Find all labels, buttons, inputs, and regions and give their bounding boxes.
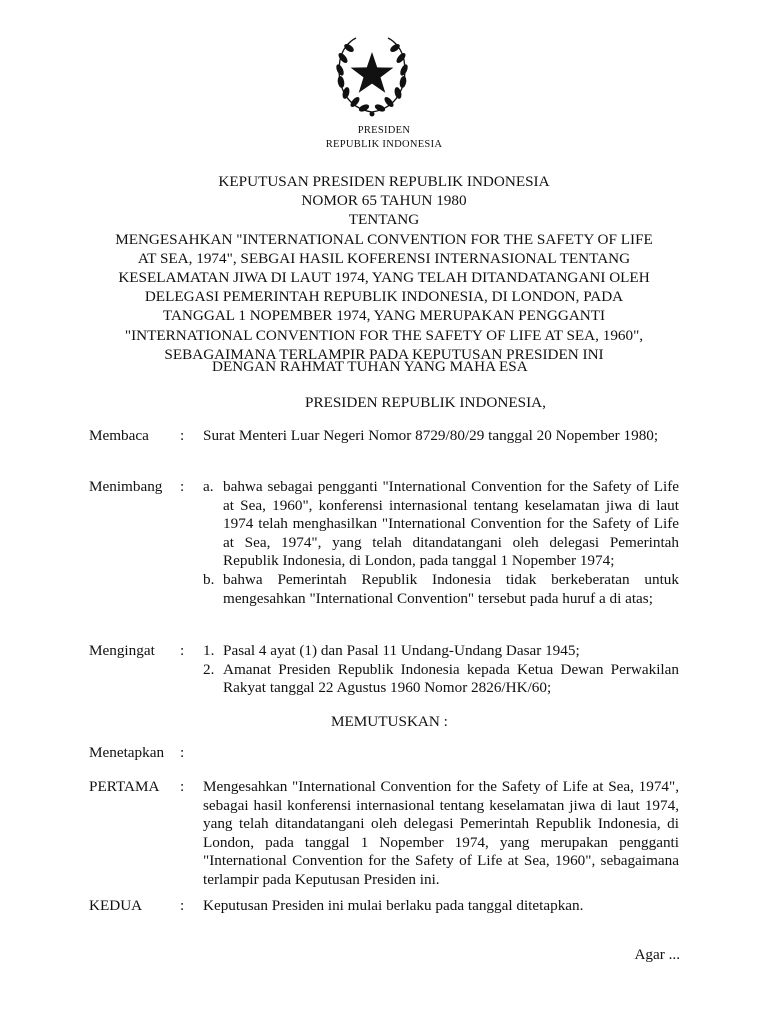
section-list	[203, 642, 679, 698]
title-line: MENGESAHKAN "INTERNATIONAL CONVENTION FOR THE SAFETY OF LIFE	[115, 230, 653, 248]
title-line: KEPUTUSAN PRESIDEN REPUBLIK INDONESIA	[218, 173, 550, 190]
section-text: Surat Menteri Luar Negeri Nomor 8729/80/29 tanggal 20 Nopember 1980;	[203, 427, 659, 444]
list-text: Pasal 4 ayat (1) dan Pasal 11 Undang-Undang Dasar 1945;	[223, 642, 580, 659]
title-line: KESELAMATAN JIWA DI LAUT 1974, YANG TELAH DITANDATANGANI OLEH	[118, 269, 650, 287]
list-item	[203, 642, 679, 661]
star-wreath-emblem-icon	[334, 30, 410, 120]
title-line: NOMOR 65 TAHUN 1980	[301, 192, 467, 210]
section-colon: :	[180, 478, 185, 495]
title-line: DELEGASI PEMERINTAH REPUBLIK INDONESIA, DI LONDON, PADA	[144, 288, 624, 306]
section-colon: :	[180, 427, 185, 444]
president-line: PRESIDEN REPUBLIK INDONESIA,	[305, 394, 546, 411]
list-text: Amanat Presiden Republik Indonesia kepada Ketua Dewan Perwakilan Rakyat tanggal 22 Agustus 1960 Nomor 2826/HK/60;	[223, 660, 679, 697]
title-line: AT SEA, 1974", SEBGAI HASIL KOFERENSI INTERNASIONAL TENTANG	[137, 249, 631, 267]
list-marker: 1.	[203, 642, 215, 659]
section-text: Mengesahkan "International Convention for the Safety of Life at Sea, 1974", sebagai hasil konferensi internasional tentang keselamatan jiwa di laut 1974, yang telah ditandatangani oleh delegasi Pemerintah Republik Indonesia, di London, pada tanggal 1 Nopember 1974, yang merupakan pengganti "International Convention for the Safety of Life at Sea, 1960", sebagaimana terlampir pada Keputusan Presiden ini.	[203, 778, 679, 888]
section-list	[203, 478, 679, 608]
list-marker: a.	[203, 478, 214, 495]
section-text: Keputusan Presiden ini mulai berlaku pada tanggal ditetapkan.	[203, 897, 584, 914]
section-label: KEDUA	[89, 897, 143, 914]
title-line: "INTERNATIONAL CONVENTION FOR THE SAFETY OF LIFE AT SEA, 1960",	[124, 326, 644, 344]
section-label: Menimbang	[89, 478, 163, 495]
list-item	[203, 478, 679, 571]
section-label: Membaca	[89, 427, 149, 444]
list-item	[203, 661, 679, 698]
section-label: Menetapkan	[89, 744, 165, 761]
title-line: TANGGAL 1 NOPEMBER 1974, YANG MERUPAKAN PENGGANTI	[162, 307, 606, 325]
list-item	[203, 571, 679, 608]
title-line: TENTANG	[348, 211, 420, 229]
memutuskan-heading: MEMUTUSKAN :	[331, 713, 448, 730]
title-line: SEBAGAIMANA TERLAMPIR PADA KEPUTUSAN PRESIDEN INI	[164, 345, 604, 363]
rahmat-line: DENGAN RAHMAT TUHAN YANG MAHA ESA	[212, 358, 528, 375]
section-colon: :	[180, 897, 185, 914]
section-colon: :	[180, 642, 185, 659]
section-label: Mengingat	[89, 642, 155, 659]
continuation-text: Agar ...	[634, 946, 680, 963]
section-colon: :	[180, 778, 185, 795]
section-label: PERTAMA	[89, 778, 160, 795]
org-line-1: PRESIDEN	[357, 125, 411, 136]
list-marker: b.	[203, 570, 215, 588]
list-marker: 2.	[203, 660, 215, 678]
org-line-2: REPUBLIK INDONESIA	[325, 139, 443, 150]
section-colon: :	[180, 744, 185, 761]
document-title	[86, 172, 682, 364]
list-text: bahwa sebagai pengganti "International Convention for the Safety of Life at Sea, 1960", konferensi internasional tentang keselamatan jiwa di laut 1974 telah menghasilkan "International Convention for the Safety of Life at Sea, 1974", yang telah ditandatangani oleh delegasi Pemerintah Republik Indonesia, di London, pada tanggal 1 Nopember 1974;	[223, 478, 679, 570]
list-text: bahwa Pemerintah Republik Indonesia tidak berkeberatan untuk mengesahkan "International Convention" tersebut pada huruf a di atas;	[223, 570, 679, 607]
